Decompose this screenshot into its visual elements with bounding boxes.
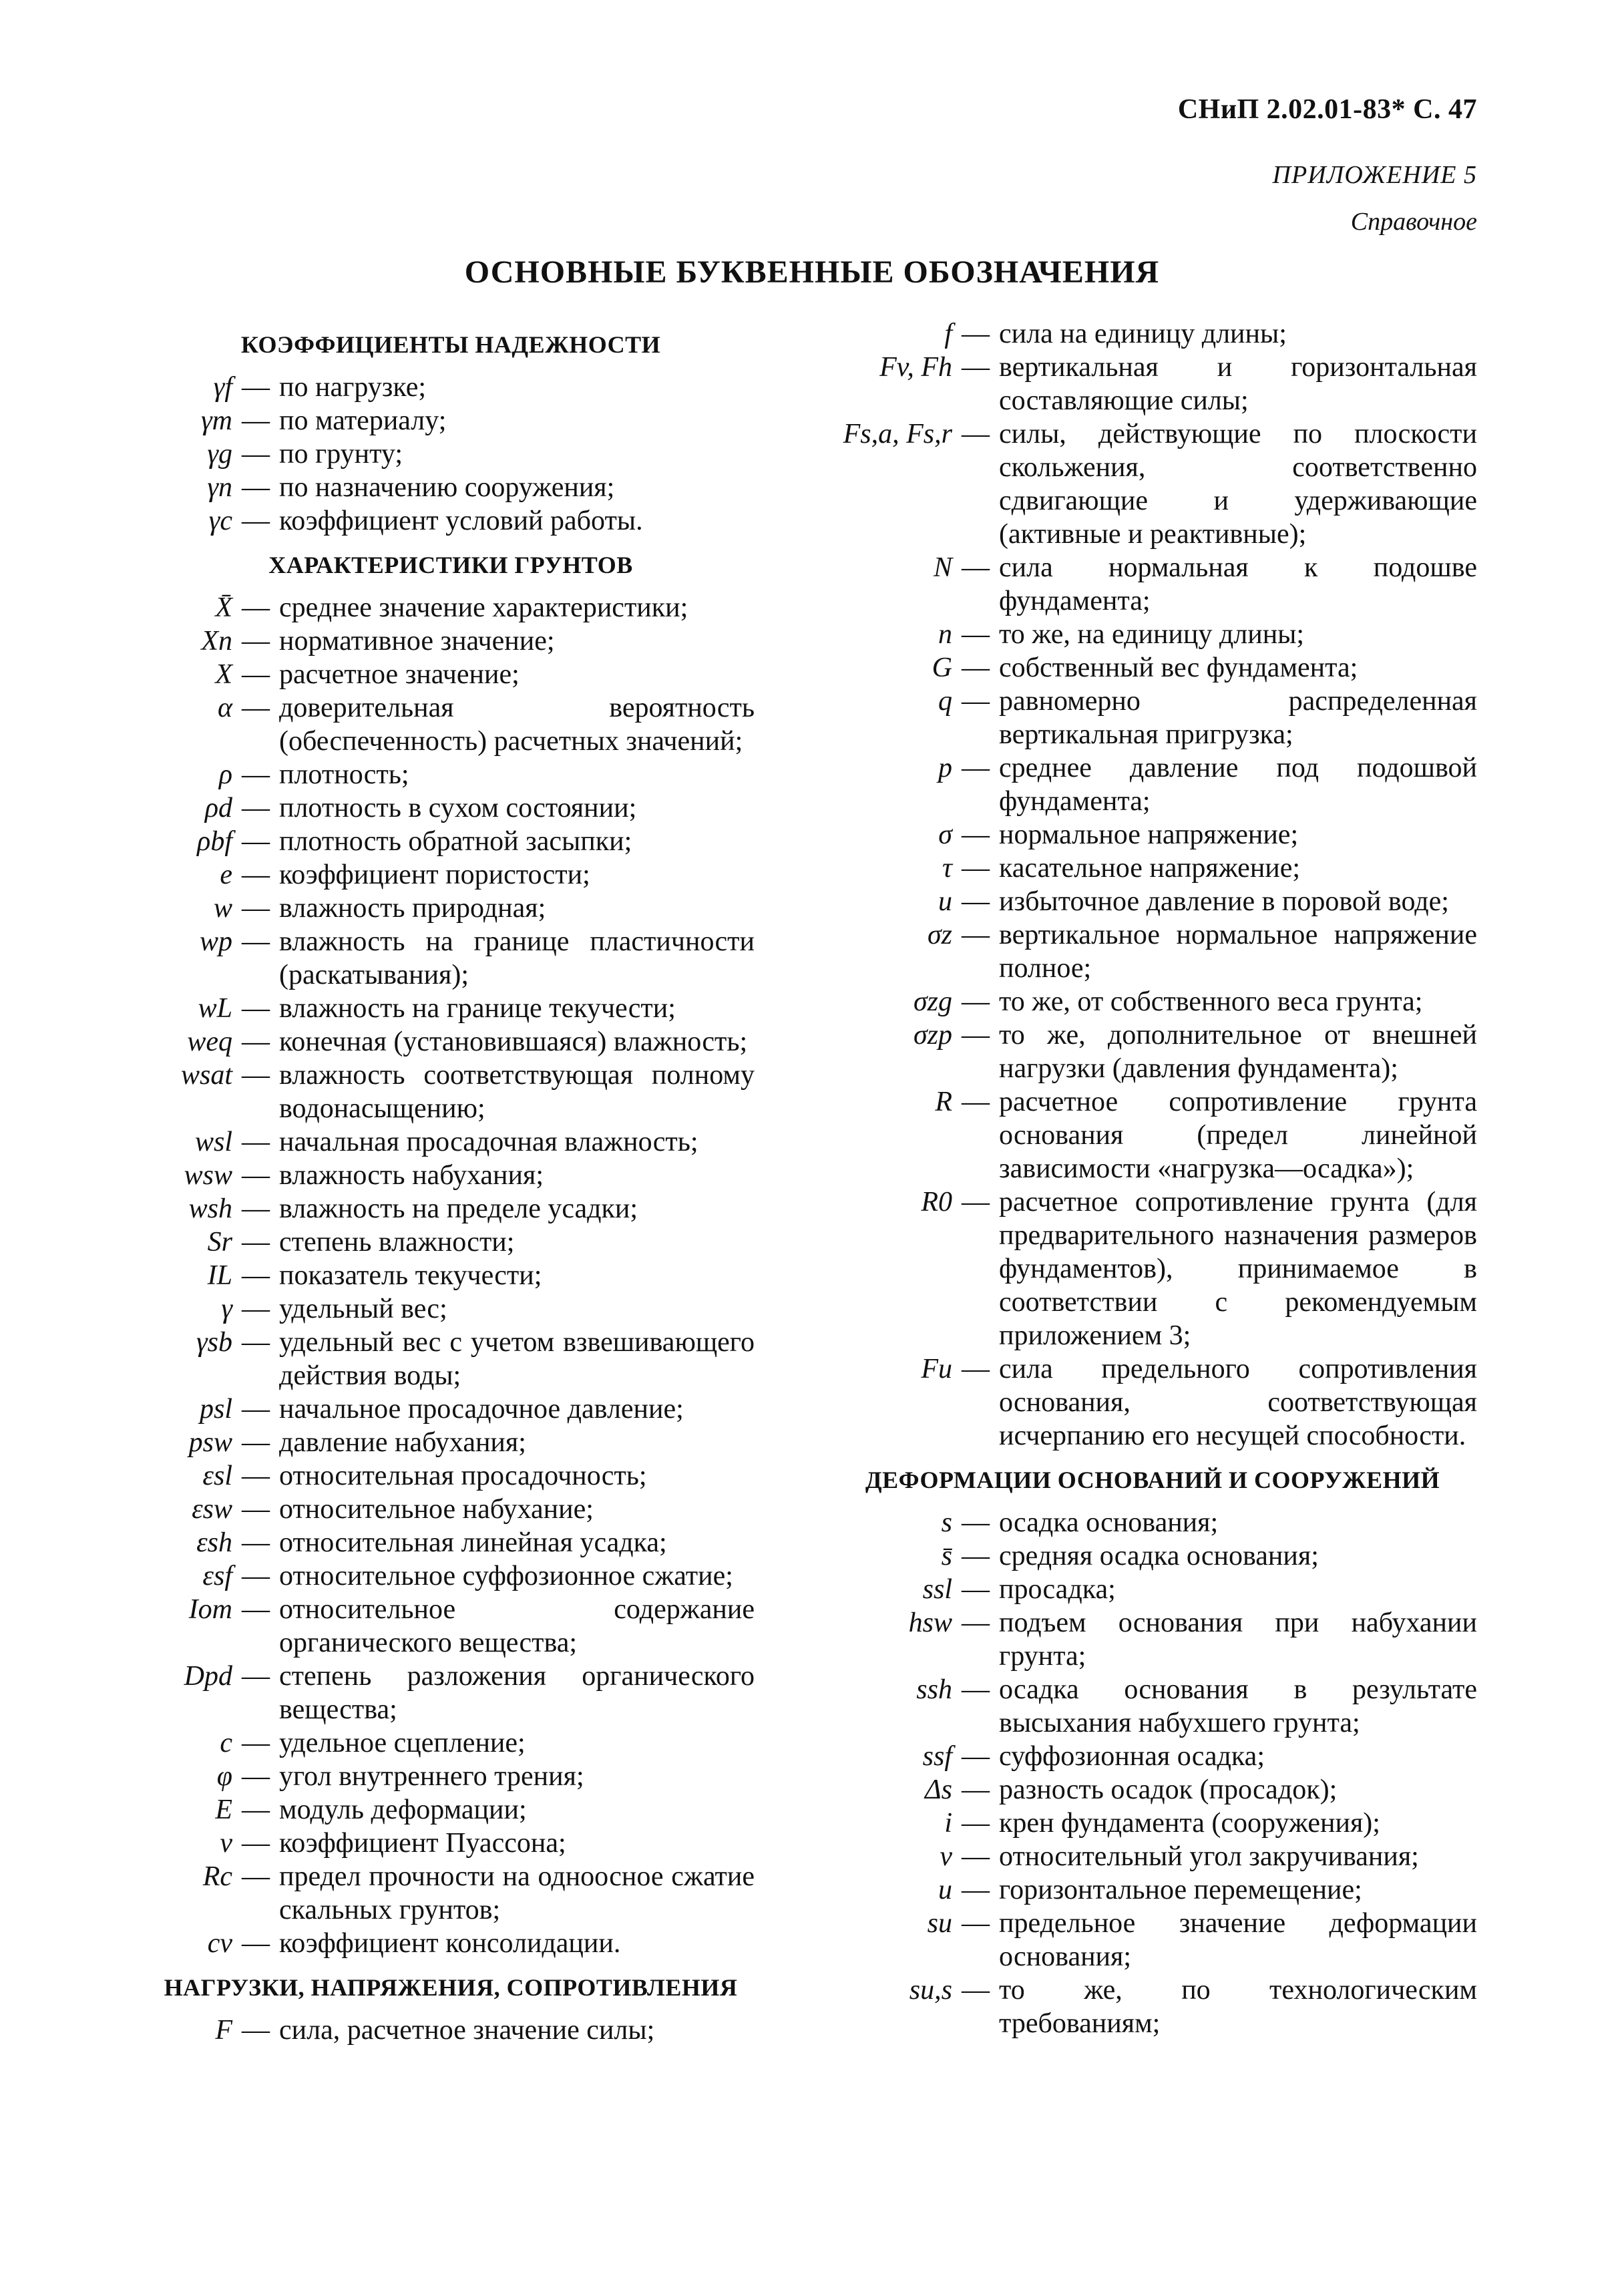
em-dash: — (242, 1861, 270, 1892)
em-dash: — (242, 793, 270, 823)
em-dash: — (242, 1060, 270, 1091)
notation-symbol: s̄ (941, 1541, 952, 1571)
em-dash: — (242, 893, 270, 924)
notation-description: коэффициент пористости; (279, 860, 590, 890)
notation-symbol: n (938, 619, 952, 650)
em-dash: — (242, 2015, 270, 2046)
notation-entry (828, 985, 1477, 1018)
em-dash: — (962, 853, 990, 884)
notation-entry (147, 404, 755, 437)
notation-symbol: q (938, 686, 952, 717)
notation-symbol: wsl (194, 1127, 232, 1157)
notation-description: доверительная вероятность (обеспеченность) расчетных значений; (279, 693, 755, 757)
notation-symbol: weq (187, 1026, 232, 1057)
notation-entry (147, 858, 755, 892)
page-header-code: СНиП 2.02.01-83* С. 47 (1177, 94, 1477, 125)
em-dash: — (962, 686, 990, 717)
em-dash: — (242, 926, 270, 957)
notation-description: то же, от собственного веса грунта; (999, 986, 1423, 1017)
notation-symbol: γg (207, 439, 232, 469)
notation-symbol: u (938, 886, 952, 917)
notation-description: осадка основания в результате высыхания набухшего грунта; (999, 1674, 1477, 1738)
em-dash: — (242, 693, 270, 723)
em-dash: — (242, 1494, 270, 1525)
notation-entry (828, 651, 1477, 685)
notation-symbol: ssf (922, 1741, 952, 1772)
notation-description: модуль деформации; (279, 1794, 527, 1825)
em-dash: — (242, 993, 270, 1024)
em-dash: — (962, 1741, 990, 1772)
em-dash: — (242, 1728, 270, 1758)
notation-description: предел прочности на одноосное сжатие скальных грунтов; (279, 1861, 755, 1925)
em-dash: — (242, 1294, 270, 1324)
notation-symbol: Sr (207, 1227, 232, 1258)
notation-symbol: wsat (180, 1060, 232, 1091)
notation-symbol: s (941, 1507, 952, 1538)
em-dash: — (242, 1260, 270, 1291)
notation-entry (828, 1673, 1477, 1740)
notation-entry (147, 591, 755, 624)
notation-symbol: F (215, 2015, 232, 2046)
notation-description: то же, по технологическим требованиям; (999, 1975, 1477, 2039)
em-dash: — (962, 1574, 990, 1605)
notation-symbol: wsw (184, 1160, 232, 1191)
notation-symbol: w (213, 893, 232, 924)
notation-description: влажность на границе пластичности (раскатывания); (279, 926, 755, 990)
notation-symbol: Fu (921, 1354, 952, 1384)
em-dash: — (962, 1187, 990, 1217)
notation-description: вертикальная и горизонтальная составляющие силы; (999, 352, 1477, 416)
notation-entry (147, 1760, 755, 1793)
em-dash: — (962, 1507, 990, 1538)
left-column (147, 317, 755, 2047)
notation-symbol: εsl (202, 1461, 232, 1491)
notation-entry (147, 1159, 755, 1192)
notation-entry (147, 658, 755, 691)
notation-symbol: σzp (913, 1020, 952, 1051)
notation-symbol: Rc (202, 1861, 232, 1892)
em-dash: — (962, 886, 990, 917)
notation-entry (828, 351, 1477, 417)
em-dash: — (962, 1354, 990, 1384)
notation-description: плотность в сухом состоянии; (279, 793, 637, 823)
em-dash: — (962, 1607, 990, 1638)
em-dash: — (962, 1975, 990, 2006)
em-dash: — (962, 1841, 990, 1872)
notation-symbol: wsh (188, 1193, 232, 1224)
notation-entry (147, 1426, 755, 1459)
notation-entry (147, 1459, 755, 1493)
notation-entry (828, 751, 1477, 818)
notation-symbol: Xn (201, 626, 232, 656)
notation-symbol: X (215, 659, 232, 690)
em-dash: — (242, 506, 270, 536)
notation-entry (147, 892, 755, 925)
em-dash: — (962, 1875, 990, 1905)
notation-description: сила, расчетное значение силы; (279, 2015, 655, 2046)
notation-symbol: γc (208, 506, 232, 536)
notation-symbol: R0 (921, 1187, 952, 1217)
notation-symbol: E (215, 1794, 232, 1825)
em-dash: — (242, 1828, 270, 1859)
notation-entry (147, 691, 755, 758)
notation-description: просадка; (999, 1574, 1116, 1605)
notation-description: собственный вес фундамента; (999, 652, 1358, 683)
notation-description: степень разложения органического вещества; (279, 1661, 755, 1725)
notation-description: расчетное значение; (279, 659, 520, 690)
notation-entry (147, 1860, 755, 1927)
notation-symbol: ssh (916, 1674, 952, 1705)
notation-symbol: psl (199, 1394, 232, 1425)
notation-entry (147, 1660, 755, 1726)
em-dash: — (242, 759, 270, 790)
notation-entry (828, 1840, 1477, 1873)
em-dash: — (242, 659, 270, 690)
notation-description: суффозионная осадка; (999, 1741, 1265, 1772)
notation-entry (828, 1185, 1477, 1352)
notation-entry (147, 371, 755, 404)
notation-entry (147, 1225, 755, 1259)
notation-entry (828, 551, 1477, 618)
notation-symbol: f (944, 319, 952, 349)
em-dash: — (242, 472, 270, 503)
em-dash: — (242, 1794, 270, 1825)
notation-description: угол внутреннего трения; (279, 1761, 584, 1792)
notation-entry (147, 1726, 755, 1760)
notation-description: горизонтальное перемещение; (999, 1875, 1362, 1905)
notation-entry (147, 1292, 755, 1326)
notation-symbol: φ (216, 1761, 232, 1792)
notation-entry (828, 685, 1477, 751)
notation-symbol: G (932, 652, 952, 683)
notation-description: коэффициент условий работы. (279, 506, 643, 536)
notation-description: по грунту; (279, 439, 403, 469)
notation-entry (828, 1773, 1477, 1807)
notation-description: начальная просадочная влажность; (279, 1127, 698, 1157)
notation-symbol: σzg (913, 986, 952, 1017)
notation-description: степень влажности; (279, 1227, 515, 1258)
em-dash: — (242, 1661, 270, 1692)
notation-description: подъем основания при набухании грунта; (999, 1607, 1477, 1672)
notation-description: плотность; (279, 759, 409, 790)
notation-description: относительный угол закручивания; (999, 1841, 1419, 1872)
notation-description: предельное значение деформации основания; (999, 1908, 1477, 1972)
notation-entry (147, 1025, 755, 1059)
notation-description: касательное напряжение; (999, 853, 1301, 884)
right-column (828, 317, 1477, 2040)
notation-symbol: σz (927, 920, 952, 950)
em-dash: — (242, 1594, 270, 1625)
notation-description: по нагрузке; (279, 372, 427, 403)
notation-symbol: i (944, 1808, 952, 1839)
appendix-label: ПРИЛОЖЕНИЕ 5 (1272, 161, 1477, 189)
notation-description: нормативное значение; (279, 626, 555, 656)
notation-entry (828, 885, 1477, 918)
notation-description: по материалу; (279, 405, 447, 436)
notation-description: нормальное напряжение; (999, 819, 1299, 850)
notation-description: сила нормальная к подошве фундамента; (999, 552, 1477, 616)
notation-description: сила предельного сопротивления основания, соответствующая исчерпанию его несущей способности. (999, 1354, 1477, 1451)
notation-entry (828, 818, 1477, 851)
notation-symbol: γ (221, 1294, 232, 1324)
notation-description: показатель текучести; (279, 1260, 542, 1291)
notation-entry (147, 1125, 755, 1159)
em-dash: — (242, 1527, 270, 1558)
notation-description: то же, дополнительное от внешней нагрузки (давления фундамента); (999, 1020, 1477, 1084)
notation-symbol: ρ (218, 759, 232, 790)
section-title: ХАРАКТЕРИСТИКИ ГРУНТОВ (268, 552, 633, 578)
notation-symbol: α (217, 693, 232, 723)
notation-symbol: γf (213, 372, 232, 403)
notation-entry (828, 1740, 1477, 1773)
notation-entry (147, 1827, 755, 1860)
notation-description: сила на единицу длины; (999, 319, 1287, 349)
em-dash: — (242, 1026, 270, 1057)
notation-entry (147, 624, 755, 658)
notation-description: влажность природная; (279, 893, 546, 924)
notation-entry (147, 758, 755, 791)
section-title: НАГРУЗКИ, НАПРЯЖЕНИЯ, СОПРОТИВЛЕНИЯ (164, 1974, 738, 2001)
em-dash: — (962, 1908, 990, 1939)
notation-description: коэффициент консолидации. (279, 1928, 621, 1959)
notation-symbol: e (220, 860, 232, 890)
notation-entry (147, 825, 755, 858)
notation-entry (828, 1352, 1477, 1453)
notation-symbol: ρbf (197, 826, 232, 857)
notation-entry (147, 1059, 755, 1125)
notation-entry (147, 1526, 755, 1559)
notation-symbol: εsh (196, 1527, 232, 1558)
notation-description: равномерно распределенная вертикальная пригрузка; (999, 686, 1477, 750)
em-dash: — (962, 986, 990, 1017)
em-dash: — (242, 592, 270, 623)
notation-description: удельный вес с учетом взвешивающего действия воды; (279, 1327, 755, 1391)
notation-symbol: wp (199, 926, 232, 957)
notation-entry (828, 1085, 1477, 1185)
notation-symbol: γm (201, 405, 232, 436)
notation-description: среднее давление под подошвой фундамента; (999, 753, 1477, 817)
notation-description: удельное сцепление; (279, 1728, 526, 1758)
em-dash: — (242, 1193, 270, 1224)
em-dash: — (962, 319, 990, 349)
em-dash: — (962, 552, 990, 583)
section-title: КОЭФФИЦИЕНТЫ НАДЕЖНОСТИ (240, 331, 661, 358)
notation-description: удельный вес; (279, 1294, 447, 1324)
notation-entry (828, 851, 1477, 885)
notation-entry (828, 1973, 1477, 2040)
notation-entry (147, 791, 755, 825)
em-dash: — (242, 439, 270, 469)
notation-description: относительная линейная усадка; (279, 1527, 667, 1558)
notation-entry (147, 437, 755, 471)
em-dash: — (962, 920, 990, 950)
em-dash: — (962, 1541, 990, 1571)
em-dash: — (242, 1160, 270, 1191)
notation-symbol: su (927, 1908, 952, 1939)
notation-symbol: R (935, 1087, 952, 1117)
notation-symbol: τ (942, 853, 952, 884)
em-dash: — (242, 1227, 270, 1258)
notation-description: относительная просадочность; (279, 1461, 647, 1491)
section-title: ДЕФОРМАЦИИ ОСНОВАНИЙ И СООРУЖЕНИЙ (865, 1467, 1440, 1493)
notation-description: начальное просадочное давление; (279, 1394, 684, 1425)
notation-description: относительное суффозионное сжатие; (279, 1561, 733, 1591)
notation-entry (828, 618, 1477, 651)
notation-entry (147, 1793, 755, 1827)
notation-entry (147, 925, 755, 992)
notation-description: избыточное давление в поровой воде; (999, 886, 1449, 917)
notation-description: по назначению сооружения; (279, 472, 615, 503)
notation-symbol: εsf (202, 1561, 232, 1591)
notation-entry (828, 1539, 1477, 1573)
em-dash: — (242, 1127, 270, 1157)
notation-entry (147, 1192, 755, 1225)
notation-entry (147, 992, 755, 1025)
notation-description: влажность на пределе усадки; (279, 1193, 638, 1224)
notation-symbol: ssl (922, 1574, 952, 1605)
notation-description: давление набухания; (279, 1427, 526, 1458)
notation-entry (147, 504, 755, 538)
notation-entry (828, 918, 1477, 985)
notation-entry (147, 471, 755, 504)
em-dash: — (242, 1761, 270, 1792)
notation-description: разность осадок (просадок); (999, 1774, 1338, 1805)
notation-description: влажность соответствующая полному водонасыщению; (279, 1060, 755, 1124)
notation-description: силы, действующие по плоскости скольжения, соответственно сдвигающие и удерживающие (активные и реактивные); (999, 419, 1477, 550)
notation-symbol: cv (207, 1928, 232, 1959)
em-dash: — (242, 1561, 270, 1591)
notation-entry (147, 1559, 755, 1593)
em-dash: — (962, 419, 990, 449)
notation-symbol: Dpd (184, 1661, 232, 1692)
notation-entry (147, 1927, 755, 1960)
notation-symbol: su,s (909, 1975, 952, 2006)
em-dash: — (962, 352, 990, 383)
notation-entry (147, 2014, 755, 2047)
notation-symbol: ν (220, 1828, 232, 1859)
notation-description: среднее значение характеристики; (279, 592, 688, 623)
em-dash: — (242, 372, 270, 403)
notation-entry (828, 317, 1477, 351)
notation-entry (147, 1493, 755, 1526)
notation-symbol: c (220, 1728, 232, 1758)
notation-entry (828, 1873, 1477, 1907)
notation-entry (147, 1259, 755, 1292)
notation-description: расчетное сопротивление грунта (для предварительного назначения размеров фундаментов), принимаемое в соответствии с рекомендуемым приложением 3; (999, 1187, 1477, 1351)
em-dash: — (242, 1327, 270, 1358)
notation-symbol: γn (207, 472, 232, 503)
notation-symbol: γsb (196, 1327, 232, 1358)
notation-symbol: hsw (908, 1607, 952, 1638)
notation-symbol: psw (188, 1427, 232, 1458)
em-dash: — (242, 826, 270, 857)
notation-symbol: ρd (204, 793, 232, 823)
em-dash: — (962, 753, 990, 783)
notation-symbol: σ (938, 819, 952, 850)
em-dash: — (962, 1674, 990, 1705)
notation-symbol: ν (940, 1841, 952, 1872)
notation-description: влажность набухания; (279, 1160, 544, 1191)
em-dash: — (242, 1461, 270, 1491)
notation-description: конечная (установившаяся) влажность; (279, 1026, 748, 1057)
em-dash: — (962, 619, 990, 650)
notation-entry (828, 1606, 1477, 1673)
notation-symbol: Δs (925, 1774, 952, 1805)
notation-description: плотность обратной засыпки; (279, 826, 632, 857)
notation-description: вертикальное нормальное напряжение полное; (999, 920, 1477, 984)
em-dash: — (962, 1020, 990, 1051)
notation-entry (828, 1907, 1477, 1973)
em-dash: — (242, 1427, 270, 1458)
em-dash: — (962, 1774, 990, 1805)
notation-entry (828, 1506, 1477, 1539)
notation-symbol: εsw (192, 1494, 232, 1525)
notation-entry (828, 1807, 1477, 1840)
notation-symbol: IL (207, 1260, 232, 1291)
em-dash: — (242, 626, 270, 656)
notation-symbol: p (938, 753, 952, 783)
notation-description: относительное набухание; (279, 1494, 594, 1525)
notation-description: влажность на границе текучести; (279, 993, 676, 1024)
page-title: ОСНОВНЫЕ БУКВЕННЫЕ ОБОЗНАЧЕНИЯ (464, 254, 1160, 290)
em-dash: — (962, 819, 990, 850)
notation-description: относительное содержание органического вещества; (279, 1594, 755, 1658)
notation-description: крен фундамента (сооружения); (999, 1808, 1380, 1839)
em-dash: — (242, 860, 270, 890)
notation-symbol: Fv, Fh (879, 352, 952, 383)
notation-description: средняя осадка основания; (999, 1541, 1319, 1571)
notation-entry (147, 1326, 755, 1392)
notation-description: расчетное сопротивление грунта основания (предел линейной зависимости «нагрузка—осадка»); (999, 1087, 1477, 1184)
notation-entry (828, 417, 1477, 551)
notation-symbol: Iom (188, 1594, 232, 1625)
notation-entry (147, 1392, 755, 1426)
notation-symbol: wL (198, 993, 232, 1024)
em-dash: — (242, 1928, 270, 1959)
em-dash: — (962, 1808, 990, 1839)
em-dash: — (962, 1087, 990, 1117)
notation-description: коэффициент Пуассона; (279, 1828, 566, 1859)
notation-entry (828, 1573, 1477, 1606)
notation-symbol: N (933, 552, 952, 583)
em-dash: — (242, 1394, 270, 1425)
notation-symbol: u (938, 1875, 952, 1905)
reference-label: Справочное (1350, 208, 1477, 236)
notation-symbol: X̄ (215, 592, 232, 623)
notation-entry (147, 1593, 755, 1660)
em-dash: — (962, 652, 990, 683)
em-dash: — (242, 405, 270, 436)
notation-entry (828, 1018, 1477, 1085)
notation-description: то же, на единицу длины; (999, 619, 1305, 650)
notation-description: осадка основания; (999, 1507, 1219, 1538)
notation-symbol: Fs,a, Fs,r (843, 419, 952, 449)
